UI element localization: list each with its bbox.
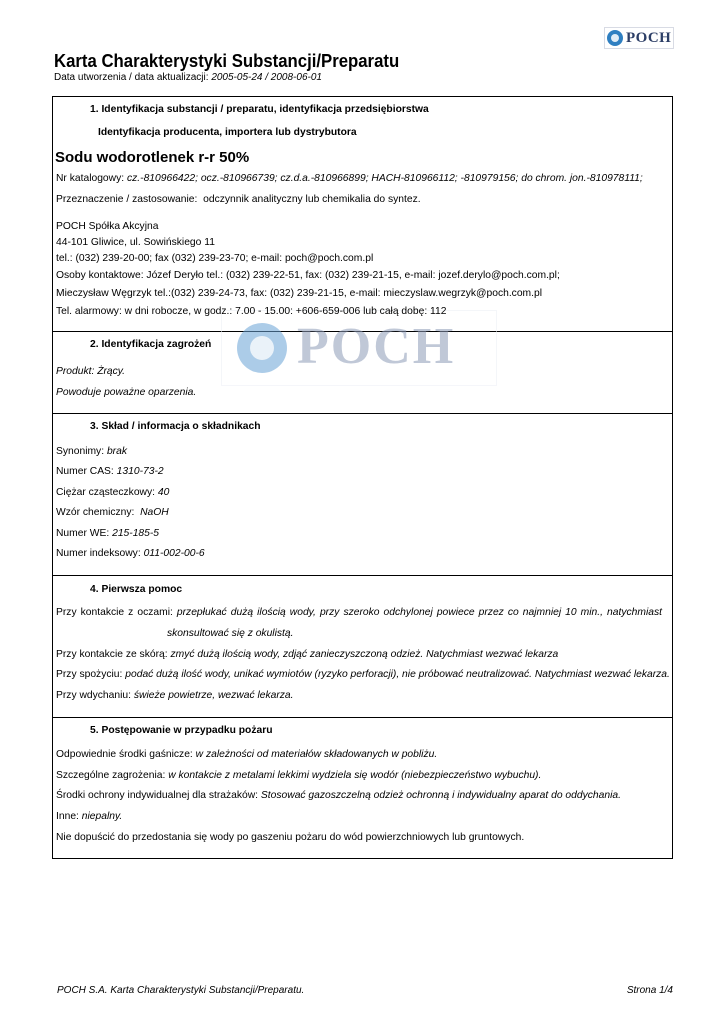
company-name: POCH Spółka Akcyjna <box>56 221 159 232</box>
other-value: niepalny. <box>81 811 123 822</box>
synonyms-value: brak <box>106 446 127 457</box>
skin-contact-row <box>56 649 558 660</box>
special-hazards-value: w kontakcie z metalami lekkimi wydziela się wodór (niebezpieczeństwo wybuchu). <box>168 770 542 781</box>
molecular-mass-value: 40 <box>157 487 170 498</box>
firefighter-ppe-value: Stosować gazoszczelną odzież ochronną i indywidualny aparat do oddychania. <box>260 790 621 801</box>
company-phone: tel.: (032) 239-20-00; fax (032) 239-23-70; e-mail: poch@poch.com.pl <box>56 253 374 264</box>
other-label: Inne: <box>56 811 79 822</box>
formula-row <box>56 507 169 518</box>
water-runoff-note: Nie dopuścić do przedostania się wody po gaszeniu pożaru do wód powierzchniowych lub gruntowych. <box>56 832 525 843</box>
company-address: 44-101 Gliwice, ul. Sowińskiego 11 <box>56 237 215 248</box>
we-number-value: 215-185-5 <box>112 528 160 539</box>
other-row <box>56 811 122 822</box>
contact-person-1: Osoby kontaktowe: Józef Deryło tel.: (032) 239-22-51, fax: (032) 239-21-15, e-mail: jozef.derylo@poch.com.pl; <box>56 270 560 281</box>
firefighter-ppe-row <box>56 790 621 801</box>
hazard-text-2: Powoduje poważne oparzenia. <box>56 387 197 398</box>
ingestion-label: Przy spożyciu: <box>56 669 123 680</box>
cas-row <box>56 466 164 477</box>
cas-value: 1310-73-2 <box>116 466 164 477</box>
purpose-label: Przeznaczenie / zastosowanie: <box>56 194 198 205</box>
special-hazards-label: Szczególne zagrożenia: <box>56 770 166 781</box>
synonyms-row <box>56 446 127 457</box>
extinguishing-media-row <box>56 749 437 760</box>
poch-logo-icon <box>607 30 623 46</box>
eye-contact-value: przepłukać dużą ilością wody, przy szeroko odchylonej powiece przez co najmniej 10 min., natychmiast <box>176 607 662 618</box>
section-5-heading: 5. Postępowanie w przypadku pożaru <box>90 725 273 736</box>
hazard-text-1: Produkt: Żrący. <box>56 366 126 377</box>
product-name: Sodu wodorotlenek r-r 50% <box>55 149 250 166</box>
extinguishing-media-label: Odpowiednie środki gaśnicze: <box>56 749 193 760</box>
inhalation-value: świeże powietrze, wezwać lekarza. <box>133 690 294 701</box>
hazard-line-1 <box>56 366 125 377</box>
inhalation-label: Przy wdychaniu: <box>56 690 131 701</box>
skin-contact-value: zmyć dużą ilością wody, zdjąć zanieczyszczoną odzież. Natychmiast wezwać lekarza <box>170 649 559 660</box>
catalog-numbers <box>56 173 643 184</box>
hazard-line-2 <box>56 387 196 398</box>
poch-logo <box>604 27 674 49</box>
eye-contact-continued <box>167 628 293 639</box>
skin-contact-label: Przy kontakcie ze skórą: <box>56 649 168 660</box>
dates-label: Data utworzenia / data aktualizacji: <box>54 72 209 83</box>
purpose <box>56 194 421 205</box>
catalog-value: cz.-810966422; ocz.-810966739; cz.d.a.-810966899; HACH-810966112; -810979156; do chrom. jon.-810978111; <box>126 173 643 184</box>
molecular-mass-label: Ciężar cząsteczkowy: <box>56 487 155 498</box>
extinguishing-media-value: w zależności od materiałów składowanych w pobliżu. <box>195 749 438 760</box>
eye-contact-label: Przy kontakcie z oczami: <box>56 607 173 618</box>
synonyms-label: Synonimy: <box>56 446 105 457</box>
eye-contact-row <box>56 607 662 618</box>
footer-page-number: Strona 1/4 <box>626 985 673 996</box>
purpose-value: odczynnik analityczny lub chemikalia do syntez. <box>203 194 421 205</box>
dates-value: 2005-05-24 / 2008-06-01 <box>211 72 322 83</box>
catalog-label: Nr katalogowy: <box>56 173 125 184</box>
firefighter-ppe-label: Środki ochrony indywidualnej dla strażaków: <box>56 790 259 801</box>
section-1-heading: 1. Identyfikacja substancji / preparatu, identyfikacja przedsiębiorstwa <box>90 104 429 115</box>
formula-label: Wzór chemiczny: <box>56 507 135 518</box>
formula-value: NaOH <box>140 507 169 518</box>
special-hazards-row <box>56 770 541 781</box>
ingestion-value: podać dużą ilość wody, unikać wymiotów (ryzyko perforacji), nie próbować neutralizować. Natychmiast wezwać lekarza. <box>125 669 670 680</box>
document-dates <box>54 72 322 83</box>
index-number-value: 011-002-00-6 <box>143 548 205 559</box>
section-3-heading: 3. Skład / informacja o składnikach <box>90 421 261 432</box>
inhalation-row <box>56 690 294 701</box>
watermark-logo-text: POCH <box>297 318 456 375</box>
section-2-heading: 2. Identyfikacja zagrożeń <box>90 339 212 350</box>
we-number-row <box>56 528 159 539</box>
emergency-phone: Tel. alarmowy: w dni robocze, w godz.: 7.00 - 15.00: +606-659-006 lub całą dobę: 112 <box>56 306 447 317</box>
document-title: Karta Charakterystyki Substancji/Preparatu <box>54 51 400 71</box>
ingestion-row <box>56 669 670 680</box>
cas-label: Numer CAS: <box>56 466 114 477</box>
poch-logo-text: POCH <box>626 29 672 46</box>
eye-contact-value-2: skonsultować się z okulistą. <box>167 628 294 639</box>
contact-person-2: Mieczysław Węgrzyk tel.:(032) 239-24-73, fax: (032) 239-21-15, e-mail: mieczyslaw.wegrzyk@poch.com.pl <box>56 288 543 299</box>
watermark-logo-icon <box>237 323 287 373</box>
section-1-subheading: Identyfikacja producenta, importera lub dystrybutora <box>98 127 357 138</box>
we-number-label: Numer WE: <box>56 528 110 539</box>
index-number-row <box>56 548 205 559</box>
section-4-heading: 4. Pierwsza pomoc <box>90 584 183 595</box>
index-number-label: Numer indeksowy: <box>56 548 141 559</box>
molecular-mass-row <box>56 487 169 498</box>
poch-watermark <box>221 310 497 386</box>
footer-document-name: POCH S.A. Karta Charakterystyki Substancji/Preparatu. <box>57 985 305 996</box>
